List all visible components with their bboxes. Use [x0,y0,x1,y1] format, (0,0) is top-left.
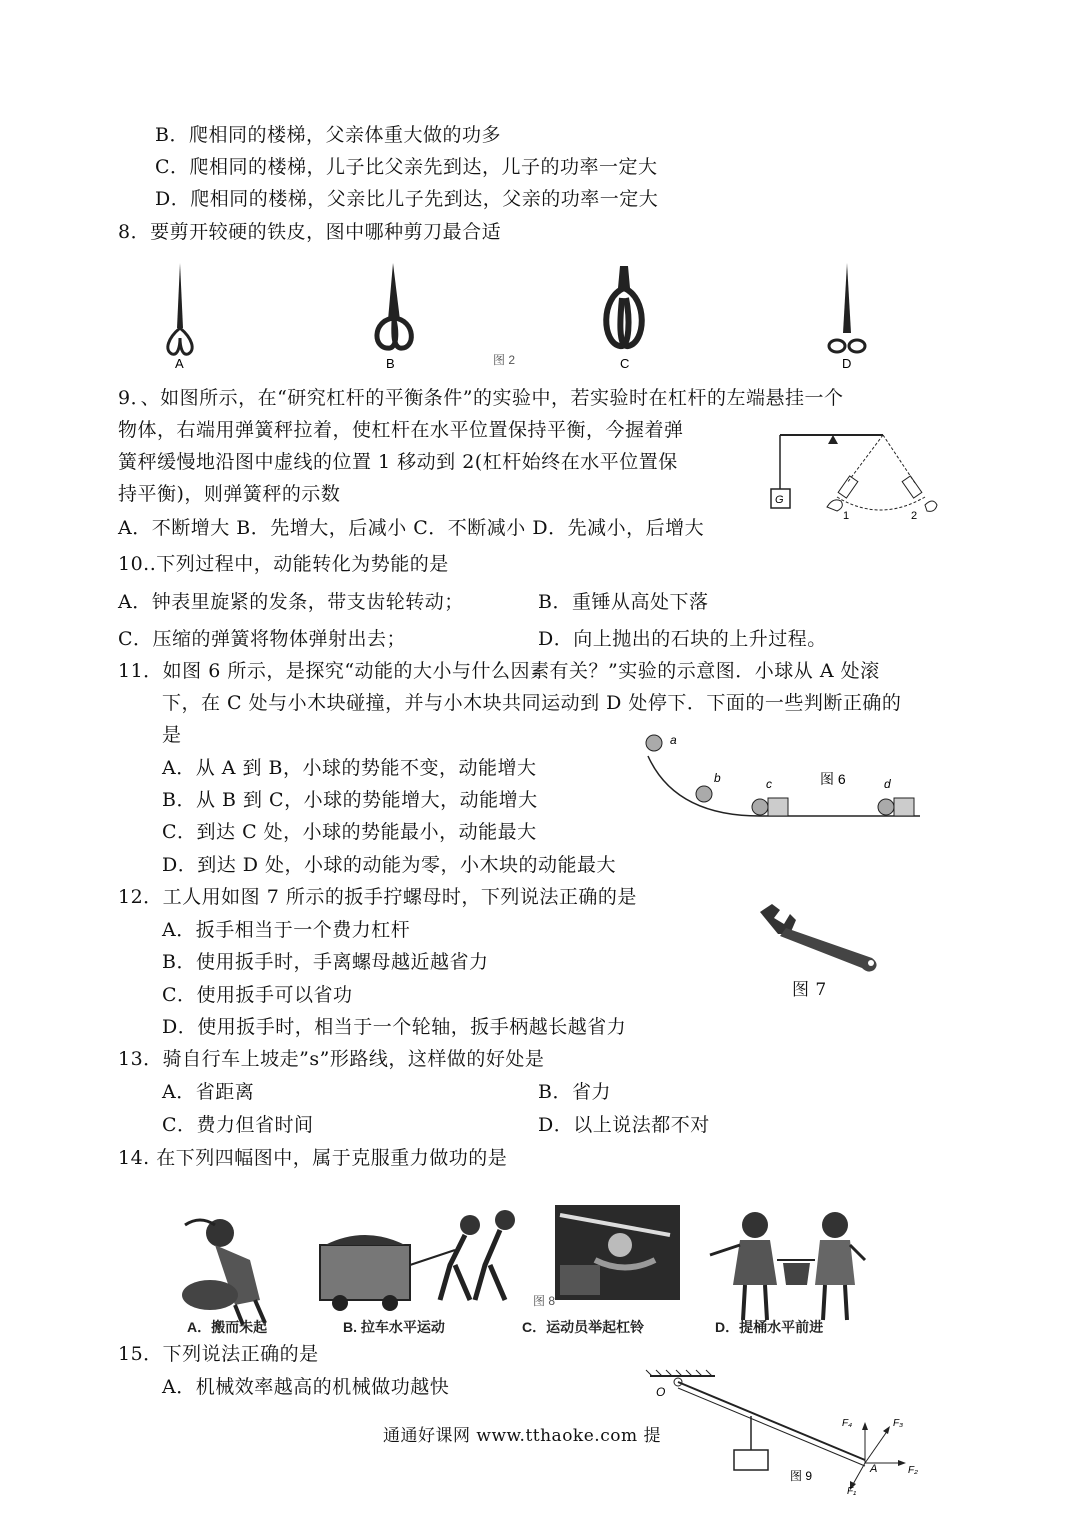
force-label-f1: F₁ [847,1486,857,1496]
q11-stem-line2: 下，在 C 处与小木块碰撞，并与小木块共同运动到 D 处停下．下面的一些判断正确的 [162,692,902,714]
q13-option-a: A．省距离 [162,1081,255,1103]
q11-option-a: A．从 A 到 B，小球的势能不变，动能增大 [162,757,537,779]
q12-option-c: C．使用扳手可以省功 [162,984,353,1006]
q7-option-c: C．爬相同的楼梯，儿子比父亲先到达，儿子的功率一定大 [155,156,658,178]
q12-stem: 12．工人用如图 7 所示的扳手拧螺母时，下列说法正确的是 [118,886,637,908]
q9-stem-line4: 持平衡)，则弹簧秤的示数 [118,483,341,505]
q15-option-a: A．机械效率越高的机械做功越快 [162,1376,450,1398]
force-label-f2: F₂ [908,1465,918,1476]
footer-watermark: 通通好课网 www.tthaoke.com 提 [383,1426,661,1446]
work-caption-a: A．搬而未起 [187,1319,268,1335]
fig6-caption: 图 6 [820,771,846,787]
q14-stem: 14. 在下列四幅图中，属于克服重力做功的是 [118,1147,508,1169]
q12-option-a: A．扳手相当于一个费力杠杆 [162,919,411,941]
lever-position-1: 1 [843,510,850,522]
scissors-label-d: D [842,356,852,371]
q10-option-d: D．向上抛出的石块的上升过程。 [538,628,827,650]
q10-option-b: B．重锤从高处下落 [538,591,709,613]
q11-option-c: C．到达 C 处，小球的势能最小，动能最大 [162,821,537,843]
point-label-a: A [870,1463,878,1475]
q10-stem: 10..下列过程中，动能转化为势能的是 [118,553,449,575]
q13-option-d: D．以上说法都不对 [538,1114,710,1136]
q10-option-c: C．压缩的弹簧将物体弹射出去； [118,628,407,650]
work-caption-b: B. 拉车水平运动 [343,1319,445,1335]
q13-option-c: C．费力但省时间 [162,1114,314,1136]
q9-stem-line1: 9．、如图所示，在“研究杠杆的平衡条件”的实验中，若实验时在杠杆的左端悬挂一个 [118,387,844,409]
scissors-figure [150,258,890,373]
rolling-ball-figure [640,728,925,820]
lever-forces-figure [640,1368,940,1496]
lifting-stone-icon [182,1219,265,1325]
q11-stem-line1: 11．如图 6 所示，是探究“动能的大小与什么因素有关？”实验的示意图．小球从 A 处滚 [118,660,880,682]
wrench-icon [750,900,885,975]
fig8-caption: 图 8 [533,1294,556,1308]
pivot-label-o: O [656,1385,666,1399]
fig9-caption: 图 9 [790,1469,813,1483]
ball-label-c: c [766,777,772,791]
q9-stem-line2: 物体，右端用弹簧秤拉着，使杠杆在水平位置保持平衡，今握着弹 [118,419,684,441]
scissors-label-c: C [620,356,630,371]
lever-position-2: 2 [911,510,918,522]
ball-label-b: b [714,771,721,785]
q7-option-d: D．爬相同的楼梯，父亲比儿子先到达，父亲的功率一定大 [155,188,659,210]
q11-option-d: D．到达 D 处，小球的动能为零，小木块的动能最大 [162,854,617,876]
q12-option-d: D．使用扳手时，相当于一个轮轴，扳手柄越长越省力 [162,1016,627,1038]
q10-option-a: A．钟表里旋紧的发条，带支齿轮转动； [118,591,464,613]
lever-weight-label: G [775,494,784,506]
force-label-f3: F₃ [893,1418,904,1429]
work-caption-d: D．提桶水平前进 [715,1319,824,1335]
scissors-b-icon [377,263,411,348]
pulling-cart-icon [320,1210,515,1311]
scissors-c-icon [606,266,642,346]
work-caption-c: C．运动员举起杠铃 [522,1319,645,1335]
q9-options: A．不断增大 B．先增大，后减小 C．不断减小 D．先减小，后增大 [118,517,705,539]
q11-option-b: B．从 B 到 C，小球的势能增大，动能增大 [162,789,538,811]
q11-stem-line3: 是 [162,724,182,746]
weightlifter-icon [555,1205,680,1300]
scissors-label-b: B [386,356,395,371]
fig7-caption: 图 7 [792,980,827,1000]
carrying-bucket-icon [710,1212,865,1320]
q13-stem: 13．骑自行车上坡走”s”形路线，这样做的好处是 [118,1048,545,1070]
q9-stem-line3: 簧秤缓慢地沿图中虚线的位置 1 移动到 2(杠杆始终在水平位置保 [118,451,678,473]
q7-option-b: B．爬相同的楼梯，父亲体重大做的功多 [155,124,501,146]
work-illustrations-figure [165,1205,880,1345]
scissors-label-a: A [175,356,184,371]
q13-option-b: B．省力 [538,1081,611,1103]
q15-stem: 15．下列说法正确的是 [118,1343,319,1365]
force-label-f4: F₄ [842,1418,853,1429]
q12-option-b: B．使用扳手时，手离螺母越近越省力 [162,951,489,973]
ball-label-a: a [670,733,677,747]
scissors-a-icon [168,263,192,354]
scissors-d-icon [829,263,865,352]
fig2-caption: 图 2 [493,353,516,367]
q8-stem: 8．要剪开较硬的铁皮，图中哪种剪刀最合适 [118,221,502,243]
ball-label-d: d [884,777,891,791]
lever-figure [765,425,950,525]
